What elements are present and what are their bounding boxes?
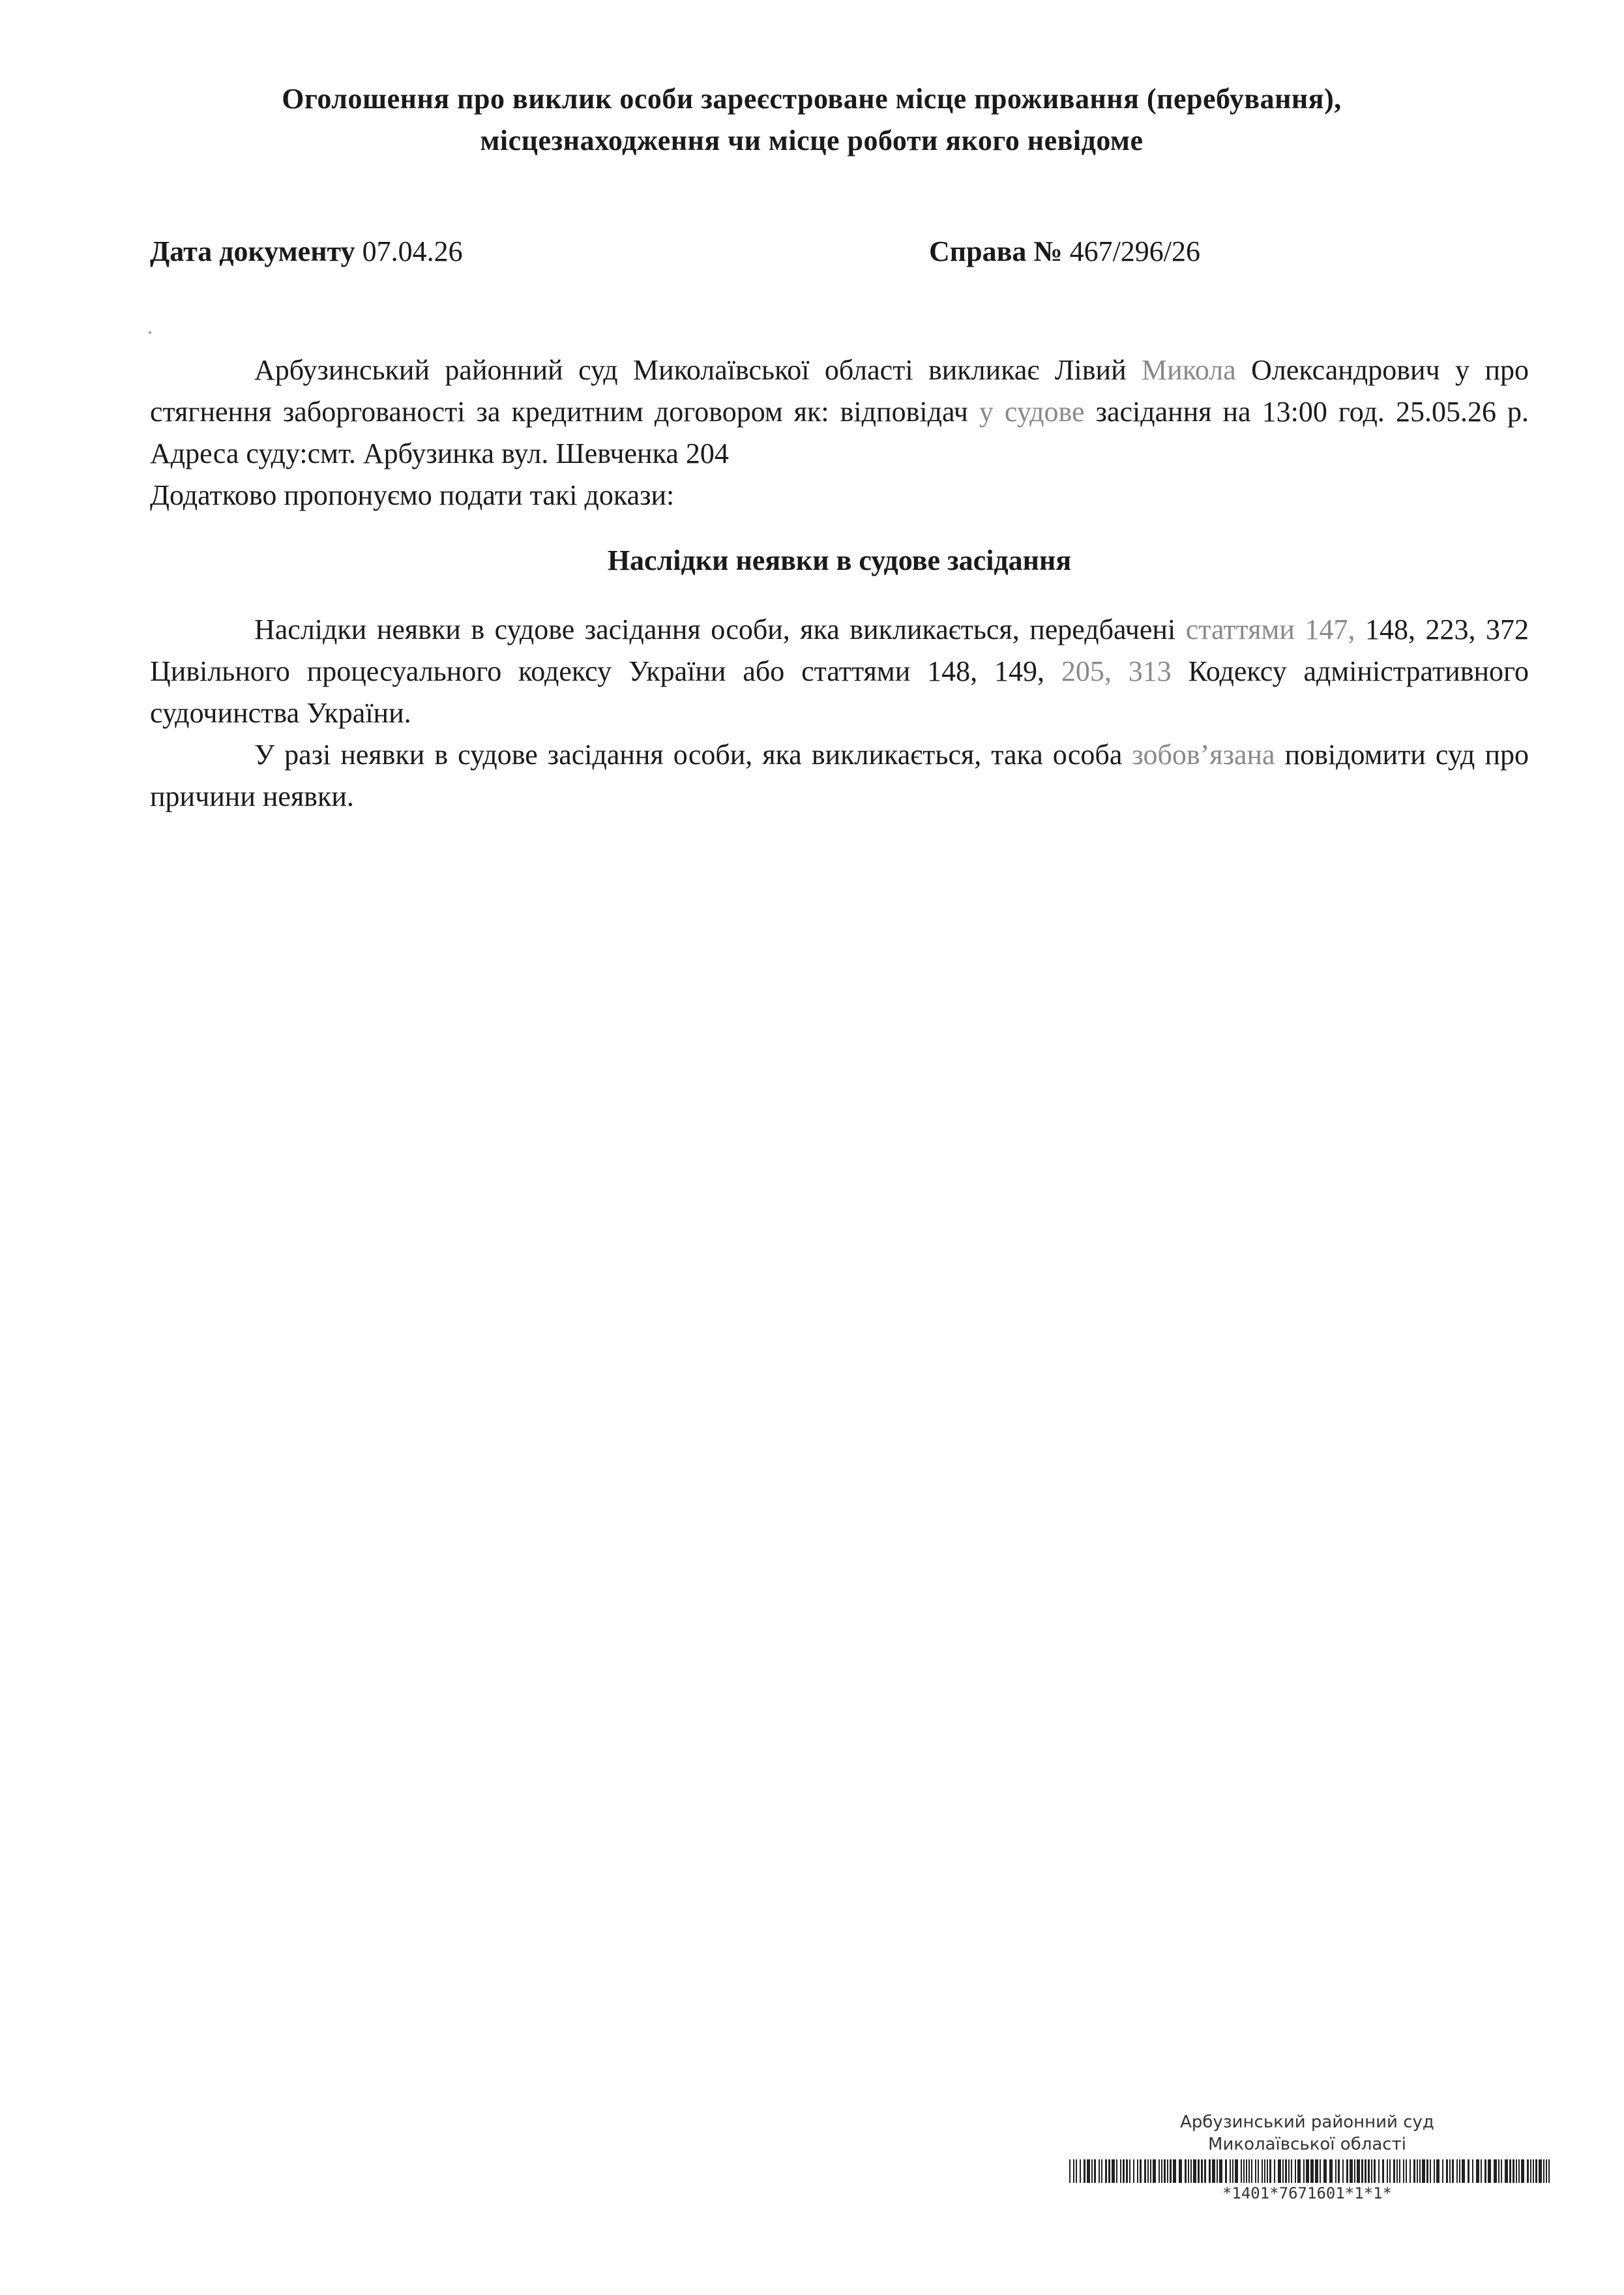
section-title: Наслідки неявки в судове засідання [607, 544, 1072, 576]
barcode-bar [1126, 2159, 1128, 2183]
court-stamp [1063, 2111, 1552, 2155]
barcode-bar [1399, 2159, 1400, 2183]
summons-paragraph [150, 349, 1529, 475]
barcode-bar [1501, 2159, 1502, 2183]
summons-line2: Олександрович у про стягнення заборгованості за кредитним договором як: відповідач [150, 354, 1529, 428]
barcode-bar [1147, 2159, 1149, 2183]
barcode-bar [1185, 2159, 1187, 2183]
barcode-bar [1539, 2159, 1542, 2183]
barcode-bar [1232, 2159, 1233, 2183]
barcode-bar [1161, 2159, 1162, 2183]
case-label: Справа № [929, 235, 1063, 267]
barcode-bar [1201, 2159, 1203, 2183]
barcode-bar [1190, 2159, 1192, 2183]
barcode-bar [1505, 2159, 1508, 2183]
barcode-bar [1323, 2159, 1327, 2183]
barcode-bar [1248, 2159, 1250, 2183]
barcode-bar [1361, 2159, 1363, 2183]
barcode-bar [1527, 2159, 1529, 2183]
title-line-2: місцезнаходження чи місце роботи якого невідоме [480, 125, 1144, 156]
barcode-bar [1403, 2159, 1404, 2183]
barcode-bar [1430, 2159, 1431, 2183]
barcode-bar [1164, 2159, 1166, 2183]
stamp-line-1: Арбузинський районний суд [1180, 2112, 1434, 2132]
summons-line2-faded: у судове [979, 396, 1085, 428]
barcode-bar [1442, 2159, 1443, 2183]
consequences-p1-line2: 148, 223, 372 Цивільного процесуального кодексу України або статтями 148, 149, [150, 614, 1529, 687]
date-value: 07.04.26 [362, 235, 463, 267]
consequences-p2-main: У разі неявки в судове засідання особи, яка викликається, така особа [254, 739, 1123, 771]
barcode-bar [1267, 2159, 1268, 2183]
barcode-bar [1204, 2159, 1206, 2183]
barcode-bar [1329, 2159, 1333, 2183]
barcode-bar [1410, 2159, 1411, 2183]
consequences-p2-faded: зобов’язана [1132, 739, 1275, 771]
barcode-bar [1264, 2159, 1265, 2183]
barcode-bar [1295, 2159, 1296, 2183]
barcode-bar [1262, 2159, 1263, 2183]
barcode-bar [1371, 2159, 1372, 2183]
barcode-bar [1150, 2159, 1151, 2183]
barcode-bar [1209, 2159, 1211, 2183]
barcode-bar [1303, 2159, 1305, 2183]
date-label: Дата документу [150, 235, 355, 267]
barcode-bar [1315, 2159, 1318, 2183]
barcode-bar [1459, 2159, 1460, 2183]
barcode-bar [1099, 2159, 1100, 2183]
barcode-bar [1413, 2159, 1415, 2183]
barcode-bar [1382, 2159, 1384, 2183]
barcode-bar [1179, 2159, 1182, 2183]
barcode-bar [1533, 2159, 1534, 2183]
consequences-p1-main: Наслідки неявки в судове засідання особи, яка викликається, передбачені [254, 614, 1176, 645]
barcode [1069, 2159, 1552, 2183]
barcode-bar [1170, 2159, 1172, 2183]
barcode-bar [1417, 2159, 1418, 2183]
barcode-bar [1212, 2159, 1215, 2183]
barcode-bar [1548, 2159, 1550, 2183]
barcode-bar [1468, 2159, 1469, 2183]
barcode-bar [1144, 2159, 1146, 2183]
case-value: 467/296/26 [1069, 235, 1201, 267]
barcode-bar [1193, 2159, 1196, 2183]
barcode-bar [1436, 2159, 1439, 2183]
barcode-bar [1406, 2159, 1407, 2183]
barcode-bar [1278, 2159, 1281, 2183]
barcode-bar [1449, 2159, 1451, 2183]
barcode-bar [1484, 2159, 1486, 2183]
barcode-bar [1073, 2159, 1074, 2183]
barcode-bar [1472, 2159, 1473, 2183]
barcode-bar [1269, 2159, 1271, 2183]
barcode-bar [1518, 2159, 1520, 2183]
barcode-bar [1530, 2159, 1531, 2183]
barcode-bar [1456, 2159, 1458, 2183]
barcode-bar [1076, 2159, 1077, 2183]
barcode-bar [1188, 2159, 1189, 2183]
barcode-bar [1306, 2159, 1309, 2183]
barcode-bar [1498, 2159, 1499, 2183]
barcode-bar [1393, 2159, 1395, 2183]
barcode-bar [1387, 2159, 1388, 2183]
summons-block [150, 349, 1529, 516]
consequences-p2-line2: повідомити суд про причини неявки. [150, 739, 1529, 812]
court-and-action: Арбузинський районний суд Миколаївської області викликає [254, 354, 1040, 386]
consequences-paragraph-2 [150, 734, 1529, 818]
barcode-bar [1357, 2159, 1360, 2183]
barcode-bar [1285, 2159, 1287, 2183]
evidence-request: Додатково пропонуємо подати такі докази: [150, 479, 675, 511]
barcode-bar [1167, 2159, 1168, 2183]
barcode-bar [1546, 2159, 1547, 2183]
barcode-bar [1153, 2159, 1156, 2183]
barcode-bar [1426, 2159, 1428, 2183]
document-title [130, 78, 1493, 162]
barcode-bar [1310, 2159, 1314, 2183]
barcode-bar [1129, 2159, 1130, 2183]
barcode-bar [1105, 2159, 1107, 2183]
barcode-bar [1297, 2159, 1301, 2183]
barcode-bar [1217, 2159, 1218, 2183]
person-faded-name: Микола [1142, 354, 1236, 386]
barcode-bar [1091, 2159, 1093, 2183]
consequences-p1-line3: Кодексу адміністративного судочинства України. [150, 655, 1529, 729]
barcode-bar [1434, 2159, 1435, 2183]
barcode-bar [1274, 2159, 1275, 2183]
barcode-bar [1230, 2159, 1231, 2183]
barcode-bar [1087, 2159, 1090, 2183]
barcode-bar [1462, 2159, 1465, 2183]
document-meta [150, 235, 1389, 274]
barcode-bar [1140, 2159, 1142, 2183]
barcode-bar [1346, 2159, 1348, 2183]
barcode-bar [1354, 2159, 1355, 2183]
person-first-name: Лівий [1054, 354, 1127, 386]
barcode-bar [1251, 2159, 1252, 2183]
barcode-bar [1509, 2159, 1511, 2183]
barcode-bar [1069, 2159, 1070, 2183]
stamp-line-2: Миколаївської області [1208, 2135, 1406, 2154]
barcode-bar [1452, 2159, 1454, 2183]
document-date [150, 235, 463, 268]
consequences-paragraph-1 [150, 609, 1529, 734]
scan-speck [149, 331, 151, 334]
barcode-bar [1159, 2159, 1160, 2183]
barcode-bar [1235, 2159, 1238, 2183]
barcode-bar [1116, 2159, 1117, 2183]
barcode-bar [1378, 2159, 1380, 2183]
barcode-bar [1241, 2159, 1242, 2183]
barcode-bar [1243, 2159, 1245, 2183]
barcode-bar [1255, 2159, 1256, 2183]
barcode-bar [1422, 2159, 1425, 2183]
barcode-bar [1350, 2159, 1353, 2183]
barcode-bar [1476, 2159, 1479, 2183]
barcode-bar [1521, 2159, 1524, 2183]
barcode-bar [1123, 2159, 1125, 2183]
case-number [929, 235, 1200, 268]
barcode-bar [1108, 2159, 1110, 2183]
barcode-bar [1112, 2159, 1115, 2183]
barcode-bar [1225, 2159, 1227, 2183]
barcode-bar [1291, 2159, 1292, 2183]
barcode-bar [1513, 2159, 1514, 2183]
barcode-bar [1080, 2159, 1081, 2183]
barcode-bar [1288, 2159, 1290, 2183]
barcode-bar [1535, 2159, 1537, 2183]
consequences-p1-line2-faded: 205, 313 [1061, 655, 1172, 687]
barcode-bar [1094, 2159, 1096, 2183]
barcode-bar [1516, 2159, 1517, 2183]
barcode-bar [1342, 2159, 1344, 2183]
barcode-bar [1446, 2159, 1448, 2183]
barcode-bar [1543, 2159, 1544, 2183]
barcode-bar [1084, 2159, 1085, 2183]
barcode-text: *1401*7671601*1*1* [1222, 2184, 1393, 2202]
barcode-bar [1258, 2159, 1259, 2183]
barcode-bar [1481, 2159, 1482, 2183]
barcode-bar [1335, 2159, 1336, 2183]
barcode-bar [1396, 2159, 1398, 2183]
consequences-block [150, 609, 1529, 818]
summons-line3: засідання на 13:00 год. 25.05.26 р. Адреса суду:смт. Арбузинка вул. Шевченка 204 [150, 396, 1529, 469]
barcode-bar [1320, 2159, 1321, 2183]
barcode-bar [1419, 2159, 1421, 2183]
barcode-bar [1374, 2159, 1376, 2183]
barcode-bar [1173, 2159, 1176, 2183]
barcode-bar [1219, 2159, 1222, 2183]
barcode-bar [1365, 2159, 1366, 2183]
barcode-bar [1488, 2159, 1491, 2183]
barcode-bar [1246, 2159, 1247, 2183]
barcode-bar [1389, 2159, 1391, 2183]
barcode-bar [1494, 2159, 1497, 2183]
barcode-bar [1133, 2159, 1134, 2183]
barcode-bar [1120, 2159, 1121, 2183]
barcode-bar [1368, 2159, 1370, 2183]
barcode-bar [1101, 2159, 1102, 2183]
consequences-p1-faded: статтями 147, [1185, 614, 1355, 645]
barcode-bar [1137, 2159, 1138, 2183]
barcode-bar [1198, 2159, 1200, 2183]
title-line-1: Оголошення про виклик особи зареєстроване місце проживання (перебування), [282, 83, 1342, 115]
barcode-bar [1282, 2159, 1284, 2183]
barcode-bar [1338, 2159, 1340, 2183]
